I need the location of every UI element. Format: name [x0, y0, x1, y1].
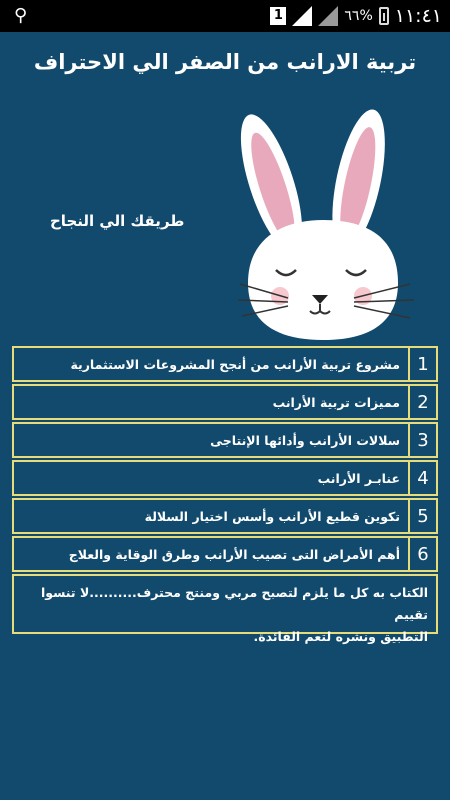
bunny-illustration	[228, 108, 428, 348]
menu-item-number: 1	[408, 348, 436, 380]
notification-icon: 1	[270, 7, 286, 25]
page-title: تربية الارانب من الصفر الي الاحتراف	[33, 50, 417, 74]
menu-item-3[interactable]	[12, 422, 438, 458]
usb-icon: ⚲	[14, 5, 28, 26]
chapter-menu	[12, 346, 438, 644]
menu-item-number: 3	[408, 424, 436, 456]
menu-item-1[interactable]	[12, 346, 438, 382]
menu-item-label: عنابـر الأرانب	[317, 470, 400, 486]
menu-item-label: مميزات تربية الأرانب	[272, 394, 400, 410]
menu-item-label: تكوين قطيع الأرانب وأسس اختيار السلالة	[144, 508, 400, 524]
menu-item-4[interactable]	[12, 460, 438, 496]
footer-line-2: التطبيق ونشره لتعم الفائدة.	[253, 629, 428, 644]
clock: ١١:٤١	[394, 5, 442, 27]
menu-item-number: 4	[408, 462, 436, 494]
signal-off-icon	[318, 6, 338, 26]
menu-item-6[interactable]	[12, 536, 438, 572]
menu-item-number: 5	[408, 500, 436, 532]
tagline: طريقك الي النجاح	[50, 212, 185, 230]
menu-item-label: مشروع تربية الأرانب من أنجح المشروعات الاستثمارية	[70, 356, 400, 372]
menu-item-label: سلالات الأرانب وأدائها الإنتاجى	[210, 432, 400, 448]
menu-item-number: 6	[408, 538, 436, 570]
battery-percent: ٦٦%	[344, 8, 373, 24]
signal-icon	[292, 6, 312, 26]
footer-line-1: الكتاب به كل ما يلزم لتصبح مربي ومنتج محترف..........لا تنسوا تقييم	[40, 585, 428, 622]
battery-icon	[379, 7, 389, 25]
menu-item-5[interactable]	[12, 498, 438, 534]
status-icons	[270, 0, 442, 32]
menu-item-number: 2	[408, 386, 436, 418]
menu-item-2[interactable]	[12, 384, 438, 420]
menu-item-label: أهم الأمراض التى تصيب الأرانب وطرق الوقاية والعلاج	[68, 546, 400, 562]
status-bar	[0, 0, 450, 32]
footer-note	[12, 574, 438, 644]
